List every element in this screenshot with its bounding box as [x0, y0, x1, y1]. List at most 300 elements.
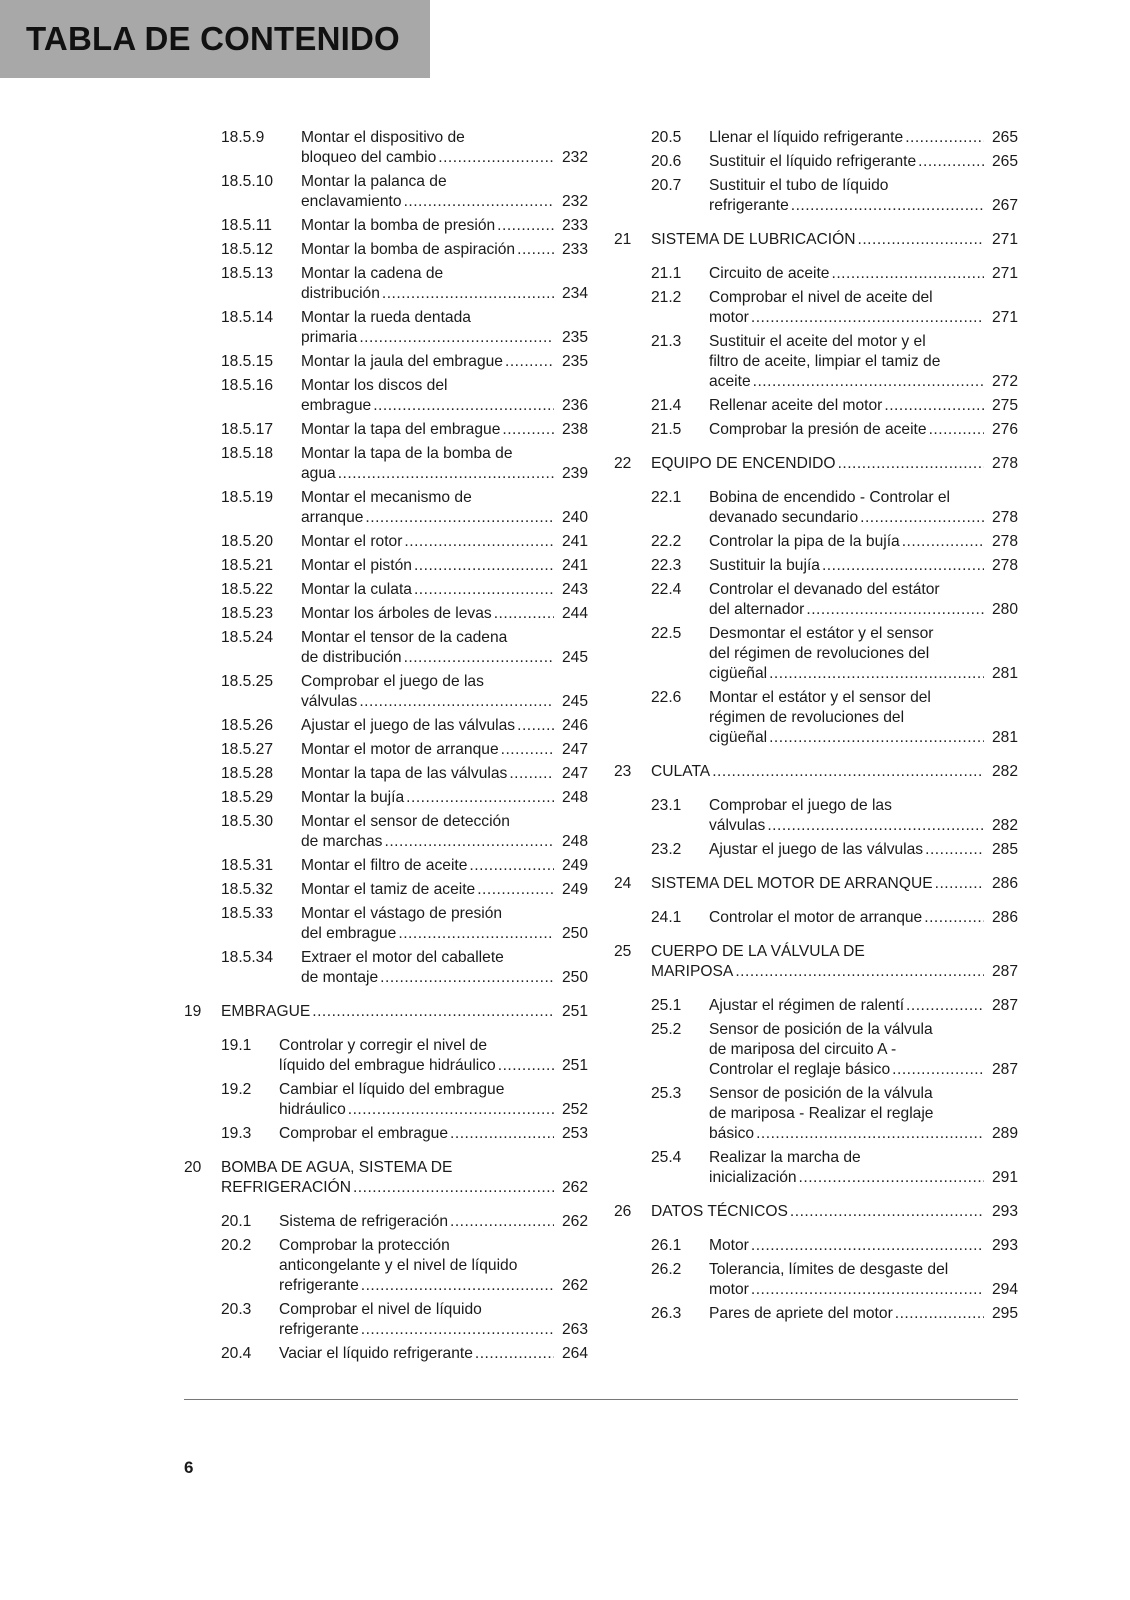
dot-leader [790, 1202, 984, 1222]
toc-entry-title: Montar el filtro de aceite [301, 857, 468, 874]
dot-leader [831, 264, 984, 284]
toc-entry-number: 25.4 [651, 1149, 682, 1166]
toc-entry-number: 18.5.15 [221, 353, 274, 370]
toc-entry-number: 18.5.23 [221, 605, 274, 622]
toc-entry-number: 20.1 [221, 1213, 252, 1230]
toc-entry-title: motor [709, 1281, 749, 1298]
toc-entry-title: Controlar la pipa de la bujía [709, 533, 900, 550]
toc-entry-page: 250 [561, 969, 588, 986]
toc-entry-title: Comprobar el juego de las [709, 797, 892, 814]
toc-entry-title: MARIPOSA [651, 963, 734, 980]
toc-entry-title: BOMBA DE AGUA, SISTEMA DE [221, 1159, 453, 1176]
toc-entry-number: 18.5.26 [221, 717, 274, 734]
dot-leader [751, 1236, 984, 1256]
toc-entry-page: 235 [561, 353, 588, 370]
dot-leader [924, 908, 984, 928]
toc-entry-page: 294 [991, 1281, 1018, 1298]
toc-entry-title: Montar el pistón [301, 557, 412, 574]
toc-entry-number: 18.5.29 [221, 789, 274, 806]
toc-entry[interactable] [614, 176, 1018, 216]
toc-entry-number: 18.5.12 [221, 241, 274, 258]
toc-entry-number: 18.5.34 [221, 949, 274, 966]
dot-leader [338, 464, 554, 484]
dot-leader [359, 328, 554, 348]
toc-entry-page: 286 [991, 875, 1018, 892]
toc-entry-page: 271 [991, 231, 1018, 248]
toc-entry-page: 295 [991, 1305, 1018, 1322]
dot-leader [450, 1124, 554, 1144]
dot-leader [756, 1124, 984, 1144]
toc-entry-page: 278 [991, 455, 1018, 472]
toc-entry-page: 271 [991, 309, 1018, 326]
toc-entry-number: 18.5.17 [221, 421, 274, 438]
toc-entry-title: Controlar el motor de arranque [709, 909, 923, 926]
dot-leader [361, 1320, 554, 1340]
toc-entry-number: 18.5.25 [221, 673, 274, 690]
toc-entry-title: del alternador [709, 601, 805, 618]
toc-entry-page: 293 [991, 1237, 1018, 1254]
toc-entry-page: 239 [561, 465, 588, 482]
toc-entry-page: 248 [561, 833, 588, 850]
dot-leader [769, 728, 984, 748]
toc-entry-page: 282 [991, 817, 1018, 834]
toc-entry-title: básico [709, 1125, 755, 1142]
toc-entry[interactable] [184, 764, 588, 784]
dot-leader [382, 284, 554, 304]
toc-entry-page: 280 [991, 601, 1018, 618]
toc-entry[interactable] [184, 532, 588, 552]
toc-entry-page: 281 [991, 665, 1018, 682]
toc-entry-number: 18.5.9 [221, 129, 265, 146]
toc-entry-title: válvulas [301, 693, 358, 710]
toc-entry[interactable] [614, 396, 1018, 416]
toc-entry[interactable] [614, 796, 1018, 836]
toc-entry-title: EMBRAGUE [221, 1003, 311, 1020]
toc-entry-title: Sensor de posición de la válvula [709, 1085, 933, 1102]
toc-entry-number: 22 [614, 455, 632, 472]
toc-entry-page: 291 [991, 1169, 1018, 1186]
toc-entry[interactable] [614, 264, 1018, 284]
toc-entry-number: 20 [184, 1159, 202, 1176]
toc-entry-page: 232 [561, 149, 588, 166]
toc-entry-number: 24 [614, 875, 632, 892]
toc-entry[interactable] [614, 688, 1018, 748]
toc-entry-page: 247 [561, 765, 588, 782]
toc-entry-page: 285 [991, 841, 1018, 858]
dot-leader [404, 532, 554, 552]
dot-leader [753, 372, 984, 392]
toc-entry-page: 246 [561, 717, 588, 734]
toc-entry-number: 21.4 [651, 397, 682, 414]
toc-entry-title: Montar el vástago de presión [301, 905, 503, 922]
dot-leader [902, 532, 984, 552]
toc-entry-number: 23.1 [651, 797, 682, 814]
toc-entry-number: 18.5.22 [221, 581, 274, 598]
toc-entry[interactable] [614, 488, 1018, 528]
toc-entry-title: líquido del embrague hidráulico [279, 1057, 496, 1074]
toc-entry-number: 25 [614, 943, 632, 960]
toc-entry[interactable] [184, 444, 588, 484]
dot-leader [414, 580, 554, 600]
toc-entry-number: 19.2 [221, 1081, 252, 1098]
toc-entry-number: 21 [614, 231, 632, 248]
toc-entry-title: Montar la rueda dentada [301, 309, 471, 326]
toc-entry[interactable] [184, 352, 588, 372]
toc-entry-number: 18.5.21 [221, 557, 274, 574]
toc-entry-title: bloqueo del cambio [301, 149, 437, 166]
toc-entry[interactable] [614, 1202, 1018, 1222]
toc-entry[interactable] [184, 672, 588, 712]
toc-entry-title: Sustituir el tubo de líquido [709, 177, 889, 194]
toc-entry-page: 265 [991, 129, 1018, 146]
toc-entry-title: Comprobar la presión de aceite [709, 421, 927, 438]
dot-leader [361, 1276, 554, 1296]
dot-leader [751, 308, 984, 328]
toc-entry-title: de mariposa - Realizar el reglaje [709, 1105, 934, 1122]
toc-entry-page: 278 [991, 557, 1018, 574]
dot-leader [497, 216, 554, 236]
toc-entry[interactable] [614, 580, 1018, 620]
toc-entry-title: Montar el sensor de detección [301, 813, 510, 830]
toc-entry-page: 267 [991, 197, 1018, 214]
toc-entry-number: 18.5.19 [221, 489, 274, 506]
toc-entry-title: EQUIPO DE ENCENDIDO [651, 455, 836, 472]
toc-entry-number: 19 [184, 1003, 202, 1020]
dot-leader [373, 396, 554, 416]
toc-entry-title: Sustituir la bujía [709, 557, 820, 574]
dot-leader [501, 740, 554, 760]
toc-entry-title: CUERPO DE LA VÁLVULA DE [651, 943, 865, 960]
toc-entry-title: Comprobar el nivel de líquido [279, 1301, 482, 1318]
toc-entry-page: 275 [991, 397, 1018, 414]
toc-entry[interactable] [614, 454, 1018, 474]
toc-entry[interactable] [614, 128, 1018, 148]
toc-entry-title: DATOS TÉCNICOS [651, 1203, 788, 1220]
toc-entry-page: 233 [561, 217, 588, 234]
toc-entry-page: 262 [561, 1277, 588, 1294]
toc-entry-number: 25.3 [651, 1085, 682, 1102]
toc-entry-number: 25.2 [651, 1021, 682, 1038]
toc-entry[interactable] [184, 376, 588, 416]
toc-entry-title: Sustituir el aceite del motor y el [709, 333, 926, 350]
toc-entry[interactable] [614, 332, 1018, 392]
dot-leader [712, 762, 984, 782]
toc-entry-page: 263 [561, 1321, 588, 1338]
dot-leader [348, 1100, 554, 1120]
toc-entry-number: 23 [614, 763, 632, 780]
dot-leader [475, 1344, 554, 1364]
toc-entry-page: 235 [561, 329, 588, 346]
toc-entry[interactable] [184, 1300, 588, 1340]
toc-entry-title: Sensor de posición de la válvula [709, 1021, 933, 1038]
toc-entry[interactable] [184, 556, 588, 576]
toc-entry-title: Tolerancia, límites de desgaste del [709, 1261, 949, 1278]
toc-entry[interactable] [184, 948, 588, 988]
toc-entry-title: Ajustar el régimen de ralentí [709, 997, 905, 1014]
page-number: 6 [184, 1458, 194, 1477]
toc-entry[interactable] [184, 1344, 588, 1364]
toc-entry-title: Montar la bomba de aspiración [301, 241, 516, 258]
toc-entry-title: Rellenar aceite del motor [709, 397, 883, 414]
toc-entry-title: Montar la bujía [301, 789, 405, 806]
toc-entry-page: 249 [561, 857, 588, 874]
toc-entry[interactable] [184, 880, 588, 900]
toc-entry-number: 21.3 [651, 333, 682, 350]
toc-entry[interactable] [184, 1036, 588, 1076]
toc-entry-page: 247 [561, 741, 588, 758]
toc-entry[interactable] [184, 812, 588, 852]
toc-entry[interactable] [184, 128, 588, 168]
toc-entry[interactable] [184, 172, 588, 212]
toc-entry-title: agua [301, 465, 336, 482]
toc-entry-number: 18.5.33 [221, 905, 274, 922]
toc-entry-title: Montar la cadena de [301, 265, 444, 282]
toc-entry-number: 26 [614, 1203, 632, 1220]
toc-entry-number: 21.2 [651, 289, 682, 306]
toc-entry-number: 18.5.20 [221, 533, 274, 550]
dot-leader [918, 152, 984, 172]
toc-entry-number: 18.5.30 [221, 813, 274, 830]
toc-entry-page: 265 [991, 153, 1018, 170]
toc-entry-title: Montar la bomba de presión [301, 217, 496, 234]
toc-entry-page: 272 [991, 373, 1018, 390]
toc-entry-title: inicialización [709, 1169, 797, 1186]
toc-entry[interactable] [184, 1212, 588, 1232]
toc-entry-number: 20.4 [221, 1345, 252, 1362]
toc-entry-title: refrigerante [709, 197, 789, 214]
toc-entry-number: 18.5.27 [221, 741, 274, 758]
toc-entry-title: Montar la jaula del embrague [301, 353, 503, 370]
toc-entry-page: 245 [561, 693, 588, 710]
toc-entry-number: 23.2 [651, 841, 682, 858]
toc-entry-title: Comprobar el embrague [279, 1125, 449, 1142]
toc-entry[interactable] [184, 580, 588, 600]
toc-entry[interactable] [614, 996, 1018, 1016]
toc-entry-title: embrague [301, 397, 372, 414]
toc-entry[interactable] [614, 152, 1018, 172]
toc-entry-title: Bobina de encendido - Controlar el [709, 489, 950, 506]
dot-leader [822, 556, 984, 576]
toc-entry-number: 18.5.11 [221, 217, 272, 234]
toc-entry-page: 251 [561, 1003, 588, 1020]
dot-leader [414, 556, 554, 576]
toc-entry-number: 22.3 [651, 557, 682, 574]
toc-entry-title: distribución [301, 285, 380, 302]
toc-entry-page: 282 [991, 763, 1018, 780]
toc-entry-title: de mariposa del circuito A - [709, 1041, 897, 1058]
toc-entry[interactable] [614, 624, 1018, 684]
toc-entry[interactable] [184, 240, 588, 260]
toc-entry[interactable] [614, 1020, 1018, 1080]
dot-leader [517, 240, 554, 260]
toc-entry-page: 233 [561, 241, 588, 258]
toc-entry[interactable] [184, 856, 588, 876]
dot-leader [767, 816, 984, 836]
toc-entry-title: refrigerante [279, 1277, 359, 1294]
dot-leader [398, 924, 554, 944]
toc-entry-number: 20.5 [651, 129, 682, 146]
dot-leader [384, 832, 554, 852]
dot-leader [517, 716, 554, 736]
toc-entry-page: 253 [561, 1125, 588, 1142]
dot-leader [925, 840, 984, 860]
toc-entry-number: 18.5.31 [221, 857, 274, 874]
toc-entry[interactable] [184, 1124, 588, 1144]
dot-leader [791, 196, 984, 216]
dot-leader [365, 508, 554, 528]
toc-entry-title: Cambiar el líquido del embrague [279, 1081, 505, 1098]
dot-leader [935, 874, 984, 894]
toc-entry-title: de marchas [301, 833, 383, 850]
toc-entry-title: Desmontar el estátor y el sensor [709, 625, 934, 642]
toc-entry-title: Controlar y corregir el nivel de [279, 1037, 488, 1054]
toc-entry[interactable] [184, 716, 588, 736]
toc-entry[interactable] [184, 788, 588, 808]
dot-leader [312, 1002, 554, 1022]
dot-leader [469, 856, 554, 876]
toc-entry-title: del régimen de revoluciones del [709, 645, 930, 662]
toc-entry-number: 21.5 [651, 421, 682, 438]
dot-leader [906, 996, 984, 1016]
toc-entry-number: 22.5 [651, 625, 682, 642]
toc-entry-title: Motor [709, 1237, 749, 1254]
toc-entry-title: Montar el rotor [301, 533, 403, 550]
toc-entry[interactable] [184, 1002, 588, 1022]
toc-entry[interactable] [614, 1148, 1018, 1188]
toc-entry-page: 278 [991, 509, 1018, 526]
toc-entry-number: 22.4 [651, 581, 682, 598]
toc-entry-number: 18.5.24 [221, 629, 274, 646]
toc-entry-number: 18.5.16 [221, 377, 274, 394]
toc-entry[interactable] [184, 420, 588, 440]
toc-entry-number: 24.1 [651, 909, 682, 926]
toc-entry-title: REFRIGERACIÓN [221, 1179, 351, 1196]
toc-entry[interactable] [614, 942, 1018, 982]
toc-entry-title: Vaciar el líquido refrigerante [279, 1345, 473, 1362]
toc-entry-number: 26.1 [651, 1237, 682, 1254]
toc-entry-title: Montar el estátor y el sensor del [709, 689, 931, 706]
toc-entry-page: 248 [561, 789, 588, 806]
toc-entry-page: 276 [991, 421, 1018, 438]
toc-entry[interactable] [184, 904, 588, 944]
toc-entry-title: arranque [301, 509, 364, 526]
toc-entry-number: 18.5.10 [221, 173, 274, 190]
toc-entry-page: 244 [561, 605, 588, 622]
dot-leader [450, 1212, 554, 1232]
toc-entry-page: 287 [991, 1061, 1018, 1078]
toc-entry-page: 289 [991, 1125, 1018, 1142]
dot-leader [892, 1060, 984, 1080]
toc-entry[interactable] [184, 308, 588, 348]
dot-leader [477, 880, 554, 900]
dot-leader [799, 1168, 984, 1188]
toc-entry[interactable] [184, 264, 588, 304]
toc-entry-title: primaria [301, 329, 358, 346]
dot-leader [858, 230, 985, 250]
toc-entry-title: Montar los discos del [301, 377, 448, 394]
toc-entry-number: 26.2 [651, 1261, 682, 1278]
toc-entry[interactable] [184, 216, 588, 236]
toc-entry-title: Montar la tapa de las válvulas [301, 765, 508, 782]
toc-entry-title: Comprobar el nivel de aceite del [709, 289, 933, 306]
toc-entry[interactable] [614, 288, 1018, 328]
toc-entry[interactable] [614, 532, 1018, 552]
toc-entry[interactable] [184, 628, 588, 668]
toc-entry[interactable] [614, 1260, 1018, 1300]
toc-entry-title: SISTEMA DE LUBRICACIÓN [651, 231, 856, 248]
toc-entry-number: 26.3 [651, 1305, 682, 1322]
toc-entry-title: Montar la culata [301, 581, 412, 598]
toc-entry-number: 20.7 [651, 177, 682, 194]
toc-entry-page: 281 [991, 729, 1018, 746]
dot-leader [905, 128, 984, 148]
toc-entry[interactable] [184, 1158, 588, 1198]
toc-entry-title: Montar el tensor de la cadena [301, 629, 508, 646]
toc-entry[interactable] [614, 556, 1018, 576]
toc-entry[interactable] [614, 230, 1018, 250]
toc-entry-page: 240 [561, 509, 588, 526]
toc-entry[interactable] [184, 1236, 588, 1296]
toc-entry-page: 262 [561, 1213, 588, 1230]
toc-entry-page: 249 [561, 881, 588, 898]
toc-entry-number: 18.5.32 [221, 881, 274, 898]
toc-entry-title: aceite [709, 373, 751, 390]
toc-entry-title: Llenar el líquido refrigerante [709, 129, 904, 146]
toc-entry-title: Pares de apriete del motor [709, 1305, 893, 1322]
dot-leader [769, 664, 984, 684]
dot-leader [884, 396, 984, 416]
dot-leader [404, 192, 554, 212]
toc-entry[interactable] [614, 762, 1018, 782]
toc-entry[interactable] [614, 420, 1018, 440]
toc-entry-title: Ajustar el juego de las válvulas [301, 717, 516, 734]
toc-entry-page: 236 [561, 397, 588, 414]
toc-entry[interactable] [614, 908, 1018, 928]
toc-entry-number: 19.3 [221, 1125, 252, 1142]
toc-entry[interactable] [184, 1080, 588, 1120]
dot-leader [860, 508, 984, 528]
toc-entry-title: Controlar el devanado del estátor [709, 581, 940, 598]
toc-entry-title: Realizar la marcha de [709, 1149, 861, 1166]
toc-entry-title: del embrague [301, 925, 397, 942]
toc-entry-page: 250 [561, 925, 588, 942]
toc-entry-title: de distribución [301, 649, 402, 666]
toc-entry-page: 271 [991, 265, 1018, 282]
toc-entry[interactable] [614, 840, 1018, 860]
toc-entry[interactable] [184, 604, 588, 624]
toc-entry-title: Sistema de refrigeración [279, 1213, 449, 1230]
toc-entry-page: 287 [991, 997, 1018, 1014]
toc-entry[interactable] [614, 1084, 1018, 1144]
toc-entry[interactable] [184, 740, 588, 760]
toc-entry-title: SISTEMA DEL MOTOR DE ARRANQUE [651, 875, 933, 892]
toc-entry-number: 18.5.18 [221, 445, 274, 462]
toc-entry-title: Montar el motor de arranque [301, 741, 499, 758]
dot-leader [806, 600, 984, 620]
toc-entry[interactable] [614, 874, 1018, 894]
toc-entry[interactable] [614, 1236, 1018, 1256]
toc-entry-page: 287 [991, 963, 1018, 980]
toc-entry-number: 21.1 [651, 265, 682, 282]
toc-entry-title: cigüeñal [709, 729, 768, 746]
toc-entry-title: anticongelante y el nivel de líquido [279, 1257, 518, 1274]
toc-entry-title: filtro de aceite, limpiar el tamiz de [709, 353, 941, 370]
dot-leader [895, 1304, 984, 1324]
toc-entry[interactable] [184, 488, 588, 528]
toc-entry[interactable] [614, 1304, 1018, 1324]
toc-entry-title: Montar los árboles de levas [301, 605, 492, 622]
toc-entry-number: 20.3 [221, 1301, 252, 1318]
